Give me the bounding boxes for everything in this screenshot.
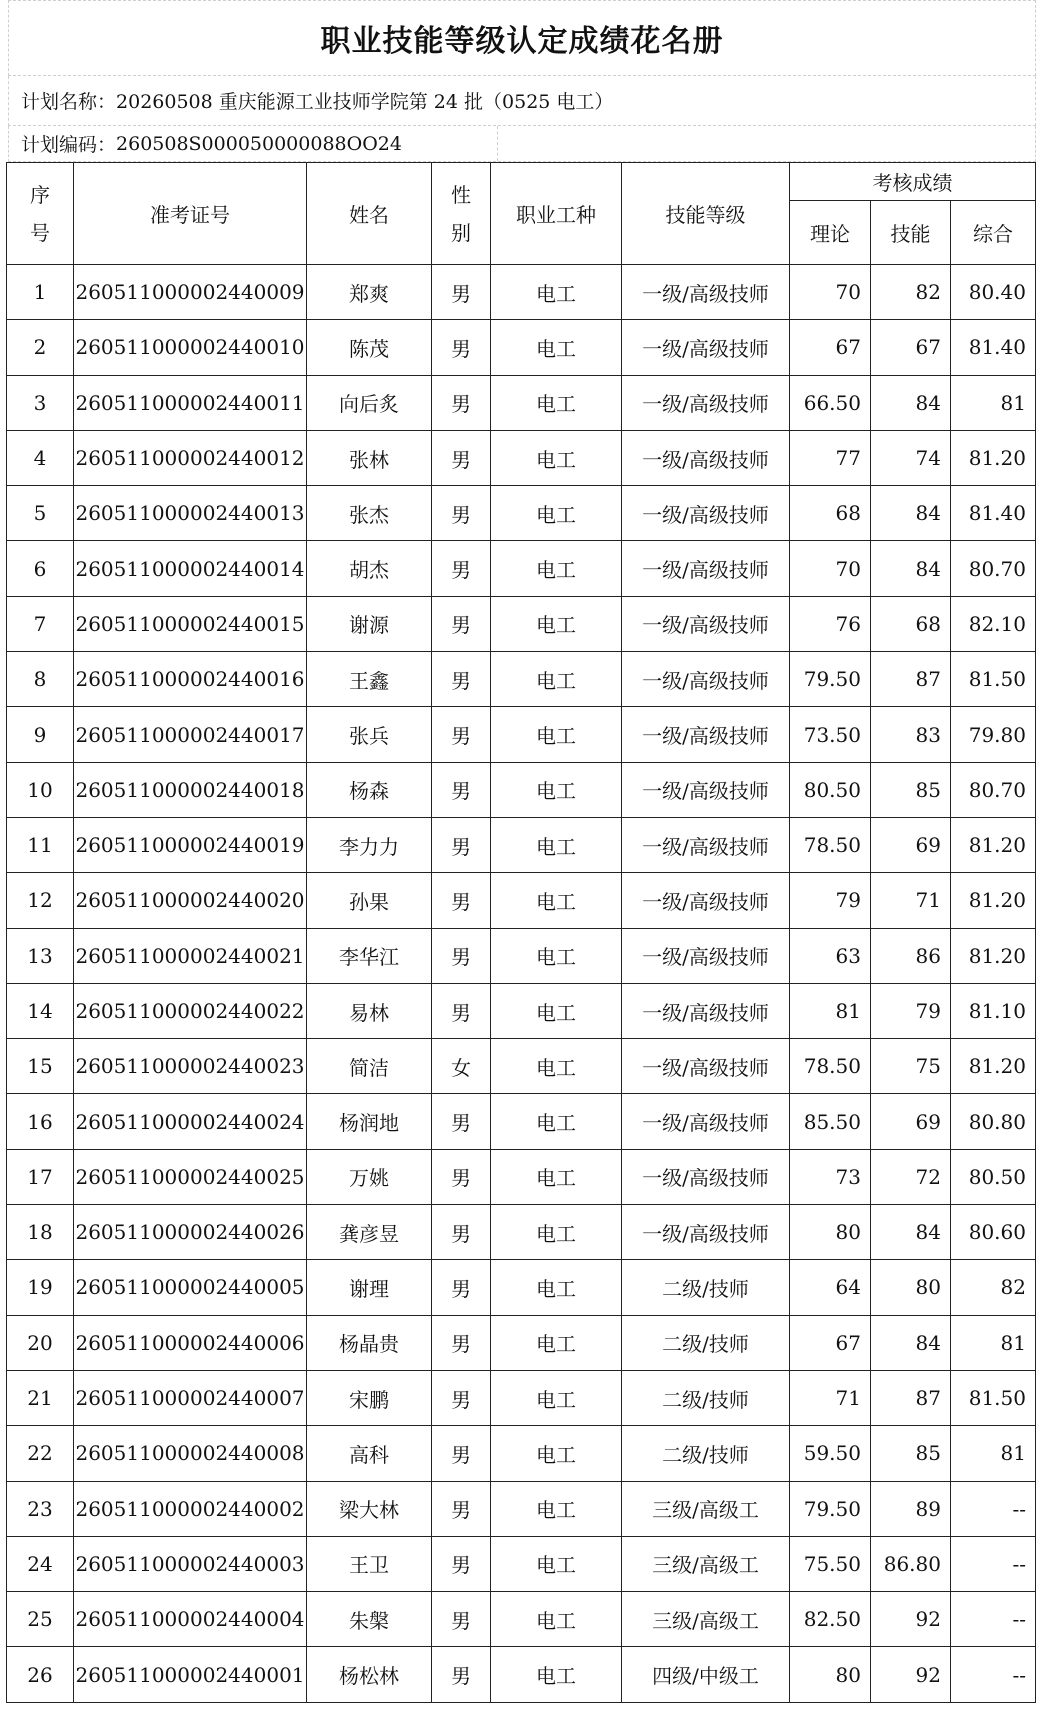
cell-level: 二级/技师: [622, 1370, 790, 1425]
cell-total: 81.40: [951, 320, 1036, 375]
cell-total: 81.40: [951, 486, 1036, 541]
cell-total: 81.50: [951, 652, 1036, 707]
cell-gender: 男: [432, 1149, 491, 1204]
cell-total: 81.10: [951, 983, 1036, 1038]
header-level: 技能等级: [622, 163, 790, 265]
cell-theory: 70: [790, 265, 871, 320]
cell-exam-id: 260511000002440026: [74, 1205, 307, 1260]
score-roster-table: [6, 162, 1036, 1703]
cell-level: 一级/高级技师: [622, 652, 790, 707]
header-theory: 理论: [790, 201, 871, 265]
cell-name: 张兵: [307, 707, 432, 762]
cell-skill: 87: [871, 1370, 951, 1425]
cell-skill: 86: [871, 928, 951, 983]
cell-exam-id: 260511000002440016: [74, 652, 307, 707]
cell-seq: 21: [7, 1370, 74, 1425]
cell-name: 杨润地: [307, 1094, 432, 1149]
cell-exam-id: 260511000002440025: [74, 1149, 307, 1204]
cell-occupation: 电工: [491, 873, 622, 928]
cell-theory: 79.50: [790, 1481, 871, 1536]
cell-total: 81.50: [951, 1370, 1036, 1425]
cell-seq: 16: [7, 1094, 74, 1149]
cell-total: 80.70: [951, 762, 1036, 817]
cell-occupation: 电工: [491, 430, 622, 485]
cell-occupation: 电工: [491, 1315, 622, 1370]
cell-occupation: 电工: [491, 1536, 622, 1591]
cell-level: 一级/高级技师: [622, 1149, 790, 1204]
cell-gender: 女: [432, 1039, 491, 1094]
cell-occupation: 电工: [491, 486, 622, 541]
cell-skill: 69: [871, 1094, 951, 1149]
cell-level: 一级/高级技师: [622, 596, 790, 651]
table-row: [7, 928, 1036, 983]
header-seq-1: 序: [30, 182, 50, 207]
cell-level: 一级/高级技师: [622, 928, 790, 983]
cell-seq: 9: [7, 707, 74, 762]
cell-level: 一级/高级技师: [622, 1205, 790, 1260]
cell-exam-id: 260511000002440002: [74, 1481, 307, 1536]
header-total: 综合: [951, 201, 1036, 265]
cell-gender: 男: [432, 320, 491, 375]
table-row: [7, 320, 1036, 375]
cell-gender: 男: [432, 430, 491, 485]
cell-level: 二级/技师: [622, 1260, 790, 1315]
cell-skill: 92: [871, 1647, 951, 1702]
cell-level: 二级/技师: [622, 1426, 790, 1481]
cell-total: 81.20: [951, 817, 1036, 872]
table-row: [7, 596, 1036, 651]
cell-skill: 80: [871, 1260, 951, 1315]
cell-total: --: [951, 1536, 1036, 1591]
cell-gender: 男: [432, 1094, 491, 1149]
cell-theory: 67: [790, 1315, 871, 1370]
table-row: [7, 707, 1036, 762]
cell-total: --: [951, 1592, 1036, 1647]
cell-level: 一级/高级技师: [622, 873, 790, 928]
cell-gender: 男: [432, 873, 491, 928]
cell-gender: 男: [432, 265, 491, 320]
table-row: [7, 1149, 1036, 1204]
cell-exam-id: 260511000002440021: [74, 928, 307, 983]
cell-skill: 86.80: [871, 1536, 951, 1591]
cell-seq: 8: [7, 652, 74, 707]
cell-exam-id: 260511000002440012: [74, 430, 307, 485]
table-row: [7, 817, 1036, 872]
cell-exam-id: 260511000002440006: [74, 1315, 307, 1370]
header-scores: 考核成绩: [790, 163, 1036, 201]
cell-gender: 男: [432, 1536, 491, 1591]
table-row: [7, 541, 1036, 596]
cell-occupation: 电工: [491, 652, 622, 707]
cell-exam-id: 260511000002440023: [74, 1039, 307, 1094]
cell-gender: 男: [432, 928, 491, 983]
cell-name: 王卫: [307, 1536, 432, 1591]
cell-seq: 11: [7, 817, 74, 872]
cell-skill: 85: [871, 1426, 951, 1481]
cell-name: 高科: [307, 1426, 432, 1481]
table-row: [7, 430, 1036, 485]
cell-gender: 男: [432, 541, 491, 596]
cell-exam-id: 260511000002440007: [74, 1370, 307, 1425]
cell-gender: 男: [432, 652, 491, 707]
cell-theory: 80: [790, 1647, 871, 1702]
cell-skill: 84: [871, 1205, 951, 1260]
cell-seq: 6: [7, 541, 74, 596]
cell-level: 一级/高级技师: [622, 1039, 790, 1094]
cell-total: 82: [951, 1260, 1036, 1315]
table-row: [7, 375, 1036, 430]
cell-gender: 男: [432, 817, 491, 872]
cell-total: 81.20: [951, 928, 1036, 983]
cell-occupation: 电工: [491, 1370, 622, 1425]
cell-gender: 男: [432, 1481, 491, 1536]
header-gender-2: 别: [451, 220, 471, 245]
cell-skill: 92: [871, 1592, 951, 1647]
cell-occupation: 电工: [491, 1647, 622, 1702]
cell-exam-id: 260511000002440001: [74, 1647, 307, 1702]
cell-total: --: [951, 1647, 1036, 1702]
cell-name: 李力力: [307, 817, 432, 872]
cell-skill: 71: [871, 873, 951, 928]
cell-total: 81.20: [951, 1039, 1036, 1094]
cell-total: 80.70: [951, 541, 1036, 596]
cell-seq: 23: [7, 1481, 74, 1536]
header-gender-1: 性: [451, 182, 471, 207]
cell-name: 郑爽: [307, 265, 432, 320]
cell-level: 三级/高级工: [622, 1536, 790, 1591]
page-title: 职业技能等级认定成绩花名册: [8, 0, 1036, 76]
cell-total: 79.80: [951, 707, 1036, 762]
table-row: [7, 1260, 1036, 1315]
cell-seq: 5: [7, 486, 74, 541]
cell-total: 81: [951, 375, 1036, 430]
cell-theory: 81: [790, 983, 871, 1038]
cell-seq: 19: [7, 1260, 74, 1315]
cell-total: 81: [951, 1315, 1036, 1370]
cell-level: 一级/高级技师: [622, 817, 790, 872]
cell-exam-id: 260511000002440020: [74, 873, 307, 928]
cell-occupation: 电工: [491, 707, 622, 762]
cell-gender: 男: [432, 1260, 491, 1315]
cell-seq: 26: [7, 1647, 74, 1702]
cell-occupation: 电工: [491, 928, 622, 983]
header-seq: [7, 163, 74, 265]
table-row: [7, 486, 1036, 541]
grid-divider: [497, 126, 498, 161]
table-row: [7, 762, 1036, 817]
table-row: [7, 652, 1036, 707]
cell-occupation: 电工: [491, 596, 622, 651]
cell-skill: 85: [871, 762, 951, 817]
cell-occupation: 电工: [491, 1592, 622, 1647]
cell-level: 一级/高级技师: [622, 1094, 790, 1149]
cell-occupation: 电工: [491, 1039, 622, 1094]
cell-gender: 男: [432, 486, 491, 541]
table-row: [7, 1481, 1036, 1536]
cell-theory: 75.50: [790, 1536, 871, 1591]
cell-name: 陈茂: [307, 320, 432, 375]
cell-occupation: 电工: [491, 265, 622, 320]
cell-occupation: 电工: [491, 1205, 622, 1260]
cell-seq: 10: [7, 762, 74, 817]
cell-skill: 69: [871, 817, 951, 872]
cell-level: 二级/技师: [622, 1315, 790, 1370]
cell-total: 80.60: [951, 1205, 1036, 1260]
cell-occupation: 电工: [491, 1260, 622, 1315]
cell-name: 杨晶贵: [307, 1315, 432, 1370]
cell-occupation: 电工: [491, 1149, 622, 1204]
plan-name-label: 计划名称：: [21, 91, 117, 113]
cell-name: 龚彦昱: [307, 1205, 432, 1260]
cell-theory: 63: [790, 928, 871, 983]
cell-gender: 男: [432, 1647, 491, 1702]
cell-gender: 男: [432, 1315, 491, 1370]
cell-gender: 男: [432, 375, 491, 430]
plan-name: 20260508 重庆能源工业技师学院第 24 批（0525 电工）: [116, 91, 614, 113]
cell-level: 一级/高级技师: [622, 320, 790, 375]
cell-exam-id: 260511000002440015: [74, 596, 307, 651]
cell-gender: 男: [432, 707, 491, 762]
cell-level: 一级/高级技师: [622, 541, 790, 596]
cell-skill: 75: [871, 1039, 951, 1094]
table-row: [7, 1205, 1036, 1260]
cell-occupation: 电工: [491, 541, 622, 596]
cell-name: 向后炙: [307, 375, 432, 430]
cell-exam-id: 260511000002440014: [74, 541, 307, 596]
table-header: [7, 163, 1036, 265]
cell-name: 杨松林: [307, 1647, 432, 1702]
cell-seq: 3: [7, 375, 74, 430]
cell-level: 三级/高级工: [622, 1481, 790, 1536]
cell-skill: 67: [871, 320, 951, 375]
table-body: [7, 265, 1036, 1703]
cell-exam-id: 260511000002440013: [74, 486, 307, 541]
cell-theory: 66.50: [790, 375, 871, 430]
cell-occupation: 电工: [491, 1481, 622, 1536]
cell-occupation: 电工: [491, 1426, 622, 1481]
cell-level: 一级/高级技师: [622, 430, 790, 485]
cell-skill: 84: [871, 375, 951, 430]
cell-seq: 14: [7, 983, 74, 1038]
cell-seq: 24: [7, 1536, 74, 1591]
cell-occupation: 电工: [491, 762, 622, 817]
plan-code-label: 计划编码：: [21, 134, 117, 156]
cell-name: 宋鹏: [307, 1370, 432, 1425]
cell-occupation: 电工: [491, 375, 622, 430]
table-row: [7, 1647, 1036, 1702]
cell-seq: 17: [7, 1149, 74, 1204]
cell-total: 81.20: [951, 873, 1036, 928]
cell-exam-id: 260511000002440017: [74, 707, 307, 762]
cell-exam-id: 260511000002440005: [74, 1260, 307, 1315]
cell-name: 孙果: [307, 873, 432, 928]
cell-occupation: 电工: [491, 817, 622, 872]
cell-name: 李华江: [307, 928, 432, 983]
cell-theory: 68: [790, 486, 871, 541]
table-row: [7, 1536, 1036, 1591]
cell-theory: 80: [790, 1205, 871, 1260]
table-row: [7, 1315, 1036, 1370]
cell-seq: 1: [7, 265, 74, 320]
cell-total: 80.80: [951, 1094, 1036, 1149]
cell-seq: 18: [7, 1205, 74, 1260]
cell-skill: 82: [871, 265, 951, 320]
header-skill: 技能: [871, 201, 951, 265]
cell-occupation: 电工: [491, 1094, 622, 1149]
cell-gender: 男: [432, 1205, 491, 1260]
cell-theory: 59.50: [790, 1426, 871, 1481]
cell-level: 一级/高级技师: [622, 265, 790, 320]
cell-theory: 78.50: [790, 1039, 871, 1094]
cell-level: 一级/高级技师: [622, 983, 790, 1038]
cell-total: --: [951, 1481, 1036, 1536]
cell-total: 80.40: [951, 265, 1036, 320]
plan-code: 260508S000050000088OO24: [116, 132, 402, 155]
cell-exam-id: 260511000002440010: [74, 320, 307, 375]
cell-seq: 15: [7, 1039, 74, 1094]
cell-seq: 12: [7, 873, 74, 928]
cell-name: 简洁: [307, 1039, 432, 1094]
cell-name: 杨森: [307, 762, 432, 817]
cell-level: 一级/高级技师: [622, 762, 790, 817]
cell-skill: 84: [871, 486, 951, 541]
cell-occupation: 电工: [491, 320, 622, 375]
cell-theory: 85.50: [790, 1094, 871, 1149]
cell-theory: 73: [790, 1149, 871, 1204]
cell-theory: 79: [790, 873, 871, 928]
cell-gender: 男: [432, 1426, 491, 1481]
cell-name: 朱槃: [307, 1592, 432, 1647]
cell-theory: 76: [790, 596, 871, 651]
cell-name: 胡杰: [307, 541, 432, 596]
cell-total: 81.20: [951, 430, 1036, 485]
cell-theory: 80.50: [790, 762, 871, 817]
cell-total: 80.50: [951, 1149, 1036, 1204]
header-gender: [432, 163, 491, 265]
cell-gender: 男: [432, 762, 491, 817]
cell-total: 81: [951, 1426, 1036, 1481]
cell-exam-id: 260511000002440022: [74, 983, 307, 1038]
cell-total: 82.10: [951, 596, 1036, 651]
cell-exam-id: 260511000002440008: [74, 1426, 307, 1481]
cell-seq: 22: [7, 1426, 74, 1481]
cell-name: 张杰: [307, 486, 432, 541]
cell-name: 谢理: [307, 1260, 432, 1315]
cell-seq: 20: [7, 1315, 74, 1370]
header-occupation: 职业工种: [491, 163, 622, 265]
cell-name: 万姚: [307, 1149, 432, 1204]
cell-gender: 男: [432, 983, 491, 1038]
cell-occupation: 电工: [491, 983, 622, 1038]
header-exam-id: 准考证号: [74, 163, 307, 265]
cell-exam-id: 260511000002440003: [74, 1536, 307, 1591]
table-row: [7, 1039, 1036, 1094]
cell-theory: 71: [790, 1370, 871, 1425]
header-seq-2: 号: [30, 220, 50, 245]
cell-level: 一级/高级技师: [622, 486, 790, 541]
table-row: [7, 1426, 1036, 1481]
cell-seq: 7: [7, 596, 74, 651]
cell-exam-id: 260511000002440019: [74, 817, 307, 872]
cell-seq: 25: [7, 1592, 74, 1647]
cell-exam-id: 260511000002440009: [74, 265, 307, 320]
cell-theory: 79.50: [790, 652, 871, 707]
cell-theory: 78.50: [790, 817, 871, 872]
cell-gender: 男: [432, 596, 491, 651]
header-name: 姓名: [307, 163, 432, 265]
cell-name: 张林: [307, 430, 432, 485]
cell-exam-id: 260511000002440018: [74, 762, 307, 817]
cell-skill: 72: [871, 1149, 951, 1204]
table-row: [7, 1094, 1036, 1149]
cell-skill: 84: [871, 541, 951, 596]
cell-theory: 77: [790, 430, 871, 485]
plan-code-line: [8, 126, 1036, 162]
table-row: [7, 1592, 1036, 1647]
table-row: [7, 983, 1036, 1038]
cell-theory: 70: [790, 541, 871, 596]
cell-seq: 2: [7, 320, 74, 375]
cell-seq: 4: [7, 430, 74, 485]
cell-level: 一级/高级技师: [622, 707, 790, 762]
cell-skill: 68: [871, 596, 951, 651]
cell-exam-id: 260511000002440004: [74, 1592, 307, 1647]
cell-name: 王鑫: [307, 652, 432, 707]
cell-gender: 男: [432, 1370, 491, 1425]
cell-skill: 74: [871, 430, 951, 485]
cell-skill: 84: [871, 1315, 951, 1370]
cell-theory: 82.50: [790, 1592, 871, 1647]
cell-theory: 67: [790, 320, 871, 375]
cell-gender: 男: [432, 1592, 491, 1647]
cell-level: 四级/中级工: [622, 1647, 790, 1702]
cell-skill: 89: [871, 1481, 951, 1536]
cell-exam-id: 260511000002440011: [74, 375, 307, 430]
cell-skill: 87: [871, 652, 951, 707]
cell-name: 谢源: [307, 596, 432, 651]
plan-name-line: [8, 76, 1036, 126]
table-row: [7, 265, 1036, 320]
cell-level: 一级/高级技师: [622, 375, 790, 430]
cell-skill: 79: [871, 983, 951, 1038]
cell-theory: 64: [790, 1260, 871, 1315]
cell-skill: 83: [871, 707, 951, 762]
cell-name: 易林: [307, 983, 432, 1038]
cell-theory: 73.50: [790, 707, 871, 762]
cell-exam-id: 260511000002440024: [74, 1094, 307, 1149]
table-row: [7, 1370, 1036, 1425]
cell-level: 三级/高级工: [622, 1592, 790, 1647]
cell-seq: 13: [7, 928, 74, 983]
cell-name: 梁大林: [307, 1481, 432, 1536]
table-row: [7, 873, 1036, 928]
